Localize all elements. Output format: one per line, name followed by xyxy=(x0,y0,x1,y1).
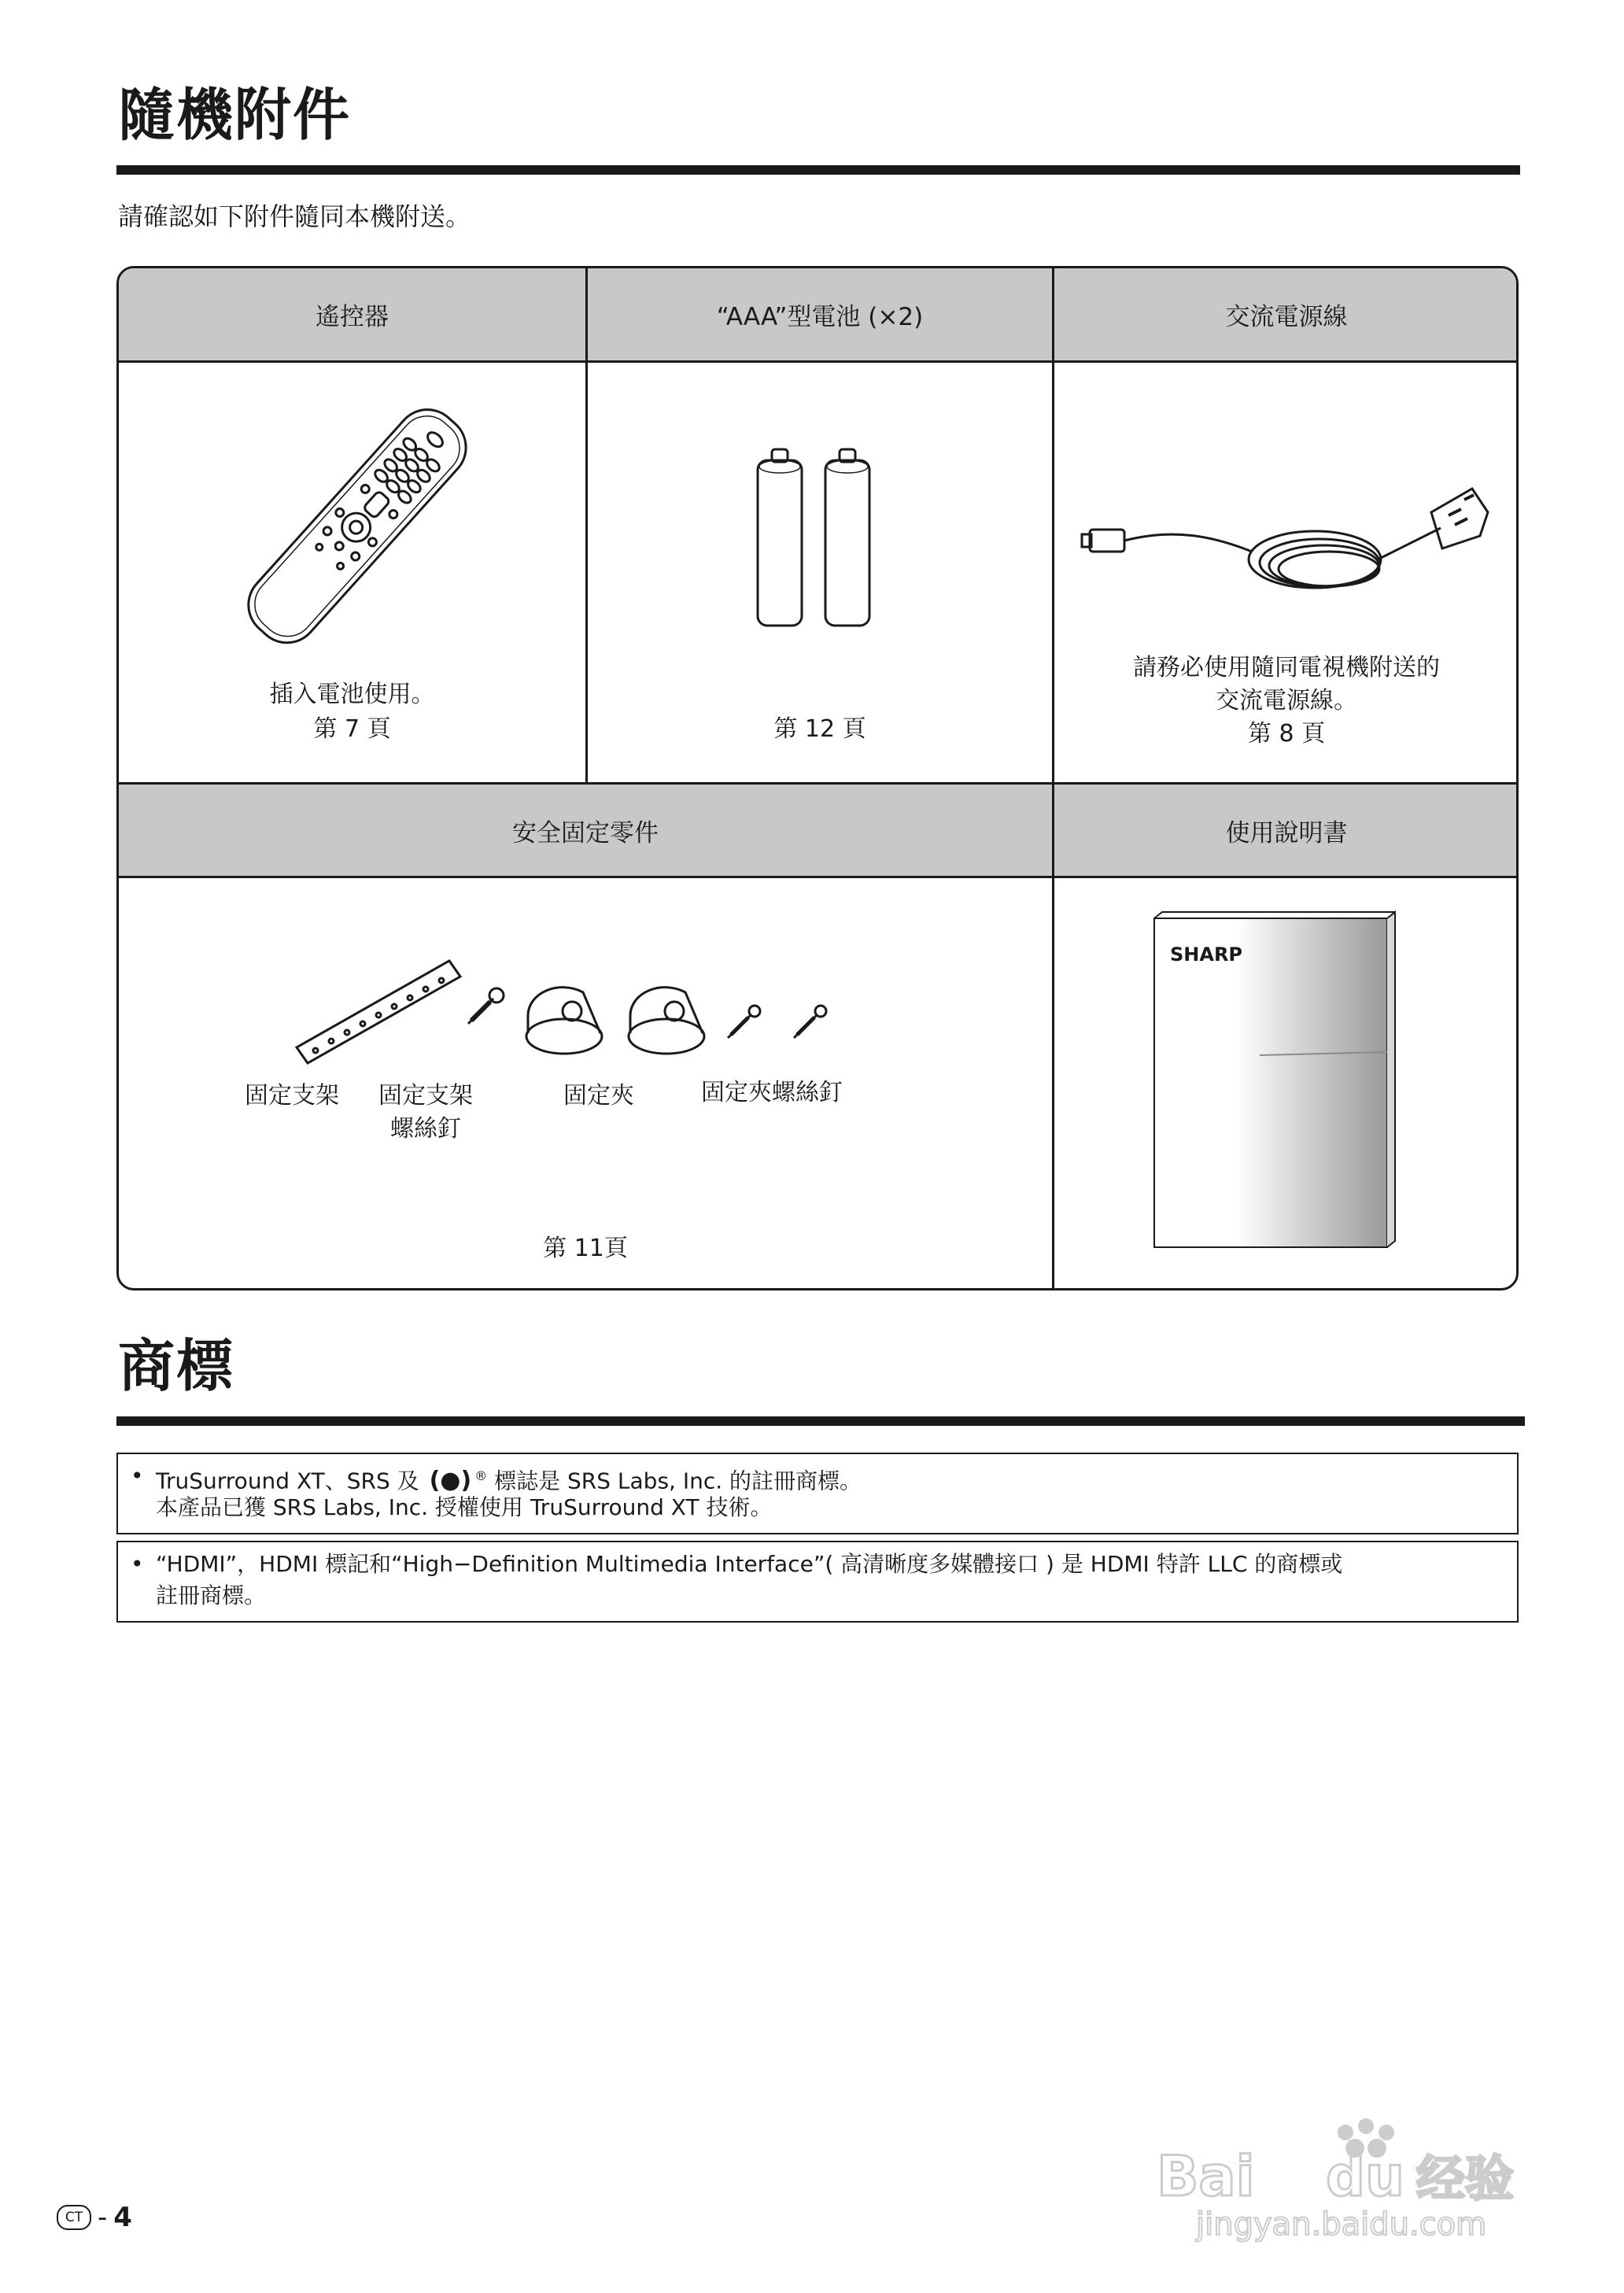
ct-badge: CT xyxy=(57,2205,91,2230)
note-text: 標誌是 SRS Labs, Inc. 的註冊商標。 xyxy=(494,1468,862,1494)
watermark-brand: Bai xyxy=(1157,2144,1255,2209)
header-manual: 使用說明書 xyxy=(1054,785,1519,876)
grid-line xyxy=(119,782,1519,785)
note-line: 註冊商標。 xyxy=(156,1582,267,1608)
grid-line xyxy=(1052,268,1054,1291)
page-number: 4 xyxy=(113,2202,132,2233)
bullet-icon: • xyxy=(131,1551,144,1577)
section-title-trademarks: 商標 xyxy=(118,1333,235,1399)
watermark-url: jingyan.baidu.com xyxy=(1196,2206,1487,2243)
header-remote: 遙控器 xyxy=(119,268,585,360)
title-rule-2 xyxy=(116,1416,1525,1426)
grid-line xyxy=(119,360,1519,363)
part-bracket-label: 固定支架 xyxy=(245,1082,339,1110)
trademark-note-hdmi xyxy=(116,1541,1519,1623)
manual-brand-text: SHARP xyxy=(1170,943,1243,966)
header-battery: “AAA”型電池 (×2) xyxy=(588,268,1052,360)
trademark-note-srs xyxy=(116,1453,1519,1534)
srs-logo-icon: (●) xyxy=(429,1467,472,1495)
remote-page-ref: 第 7 頁 xyxy=(313,715,391,743)
grid-line xyxy=(585,268,588,785)
bullet-icon: • xyxy=(131,1463,144,1489)
footer-separator: - xyxy=(98,2202,108,2233)
section-title-accessories: 隨機附件 xyxy=(118,82,352,148)
battery-page-ref: 第 12 頁 xyxy=(773,715,866,743)
battery-icon xyxy=(748,441,890,630)
registered-mark: ® xyxy=(474,1468,488,1483)
note-line: “HDMI”，HDMI 標記和“High−Definition Multimedia Interface”( 高清晰度多媒體接口 ) 是 HDMI 特許 LLC 的商標或 xyxy=(156,1551,1343,1577)
ac-cord-icon xyxy=(1079,481,1496,622)
manual-book-icon xyxy=(1150,906,1401,1252)
part-bracket-screw-label-1: 固定支架 xyxy=(378,1082,473,1110)
note-text: TruSurround XT、SRS 及 xyxy=(156,1468,419,1494)
remote-control-icon xyxy=(213,390,496,658)
header-cord: 交流電源線 xyxy=(1054,268,1519,360)
part-clamp-label: 固定夾 xyxy=(563,1082,634,1110)
part-bracket-screw-label-2: 螺絲釘 xyxy=(390,1115,461,1143)
remote-caption: 插入電池使用。 xyxy=(269,681,435,708)
part-clamp-screw-label: 固定夾螺絲釘 xyxy=(701,1079,843,1106)
security-page-ref: 第 11頁 xyxy=(543,1235,628,1262)
title-rule xyxy=(116,165,1520,175)
cord-caption-line1: 請務必使用隨同電視機附送的 xyxy=(1133,654,1440,681)
watermark-sub: 经验 xyxy=(1416,2150,1515,2207)
security-parts-icon xyxy=(292,945,858,1071)
grid-line xyxy=(119,876,1519,878)
cord-page-ref: 第 8 頁 xyxy=(1247,720,1326,748)
watermark-brand2: du xyxy=(1326,2144,1404,2209)
note-line: 本產品已獲 SRS Labs, Inc. 授權使用 TruSurround XT 技術。 xyxy=(156,1494,773,1520)
baidu-watermark xyxy=(1149,2117,1558,2243)
header-security: 安全固定零件 xyxy=(119,785,1052,876)
page-footer xyxy=(57,2202,132,2233)
intro-text: 請確認如下附件隨同本機附送。 xyxy=(118,201,471,231)
cord-caption-line2: 交流電源線。 xyxy=(1216,687,1357,714)
accessories-table xyxy=(116,266,1519,1291)
